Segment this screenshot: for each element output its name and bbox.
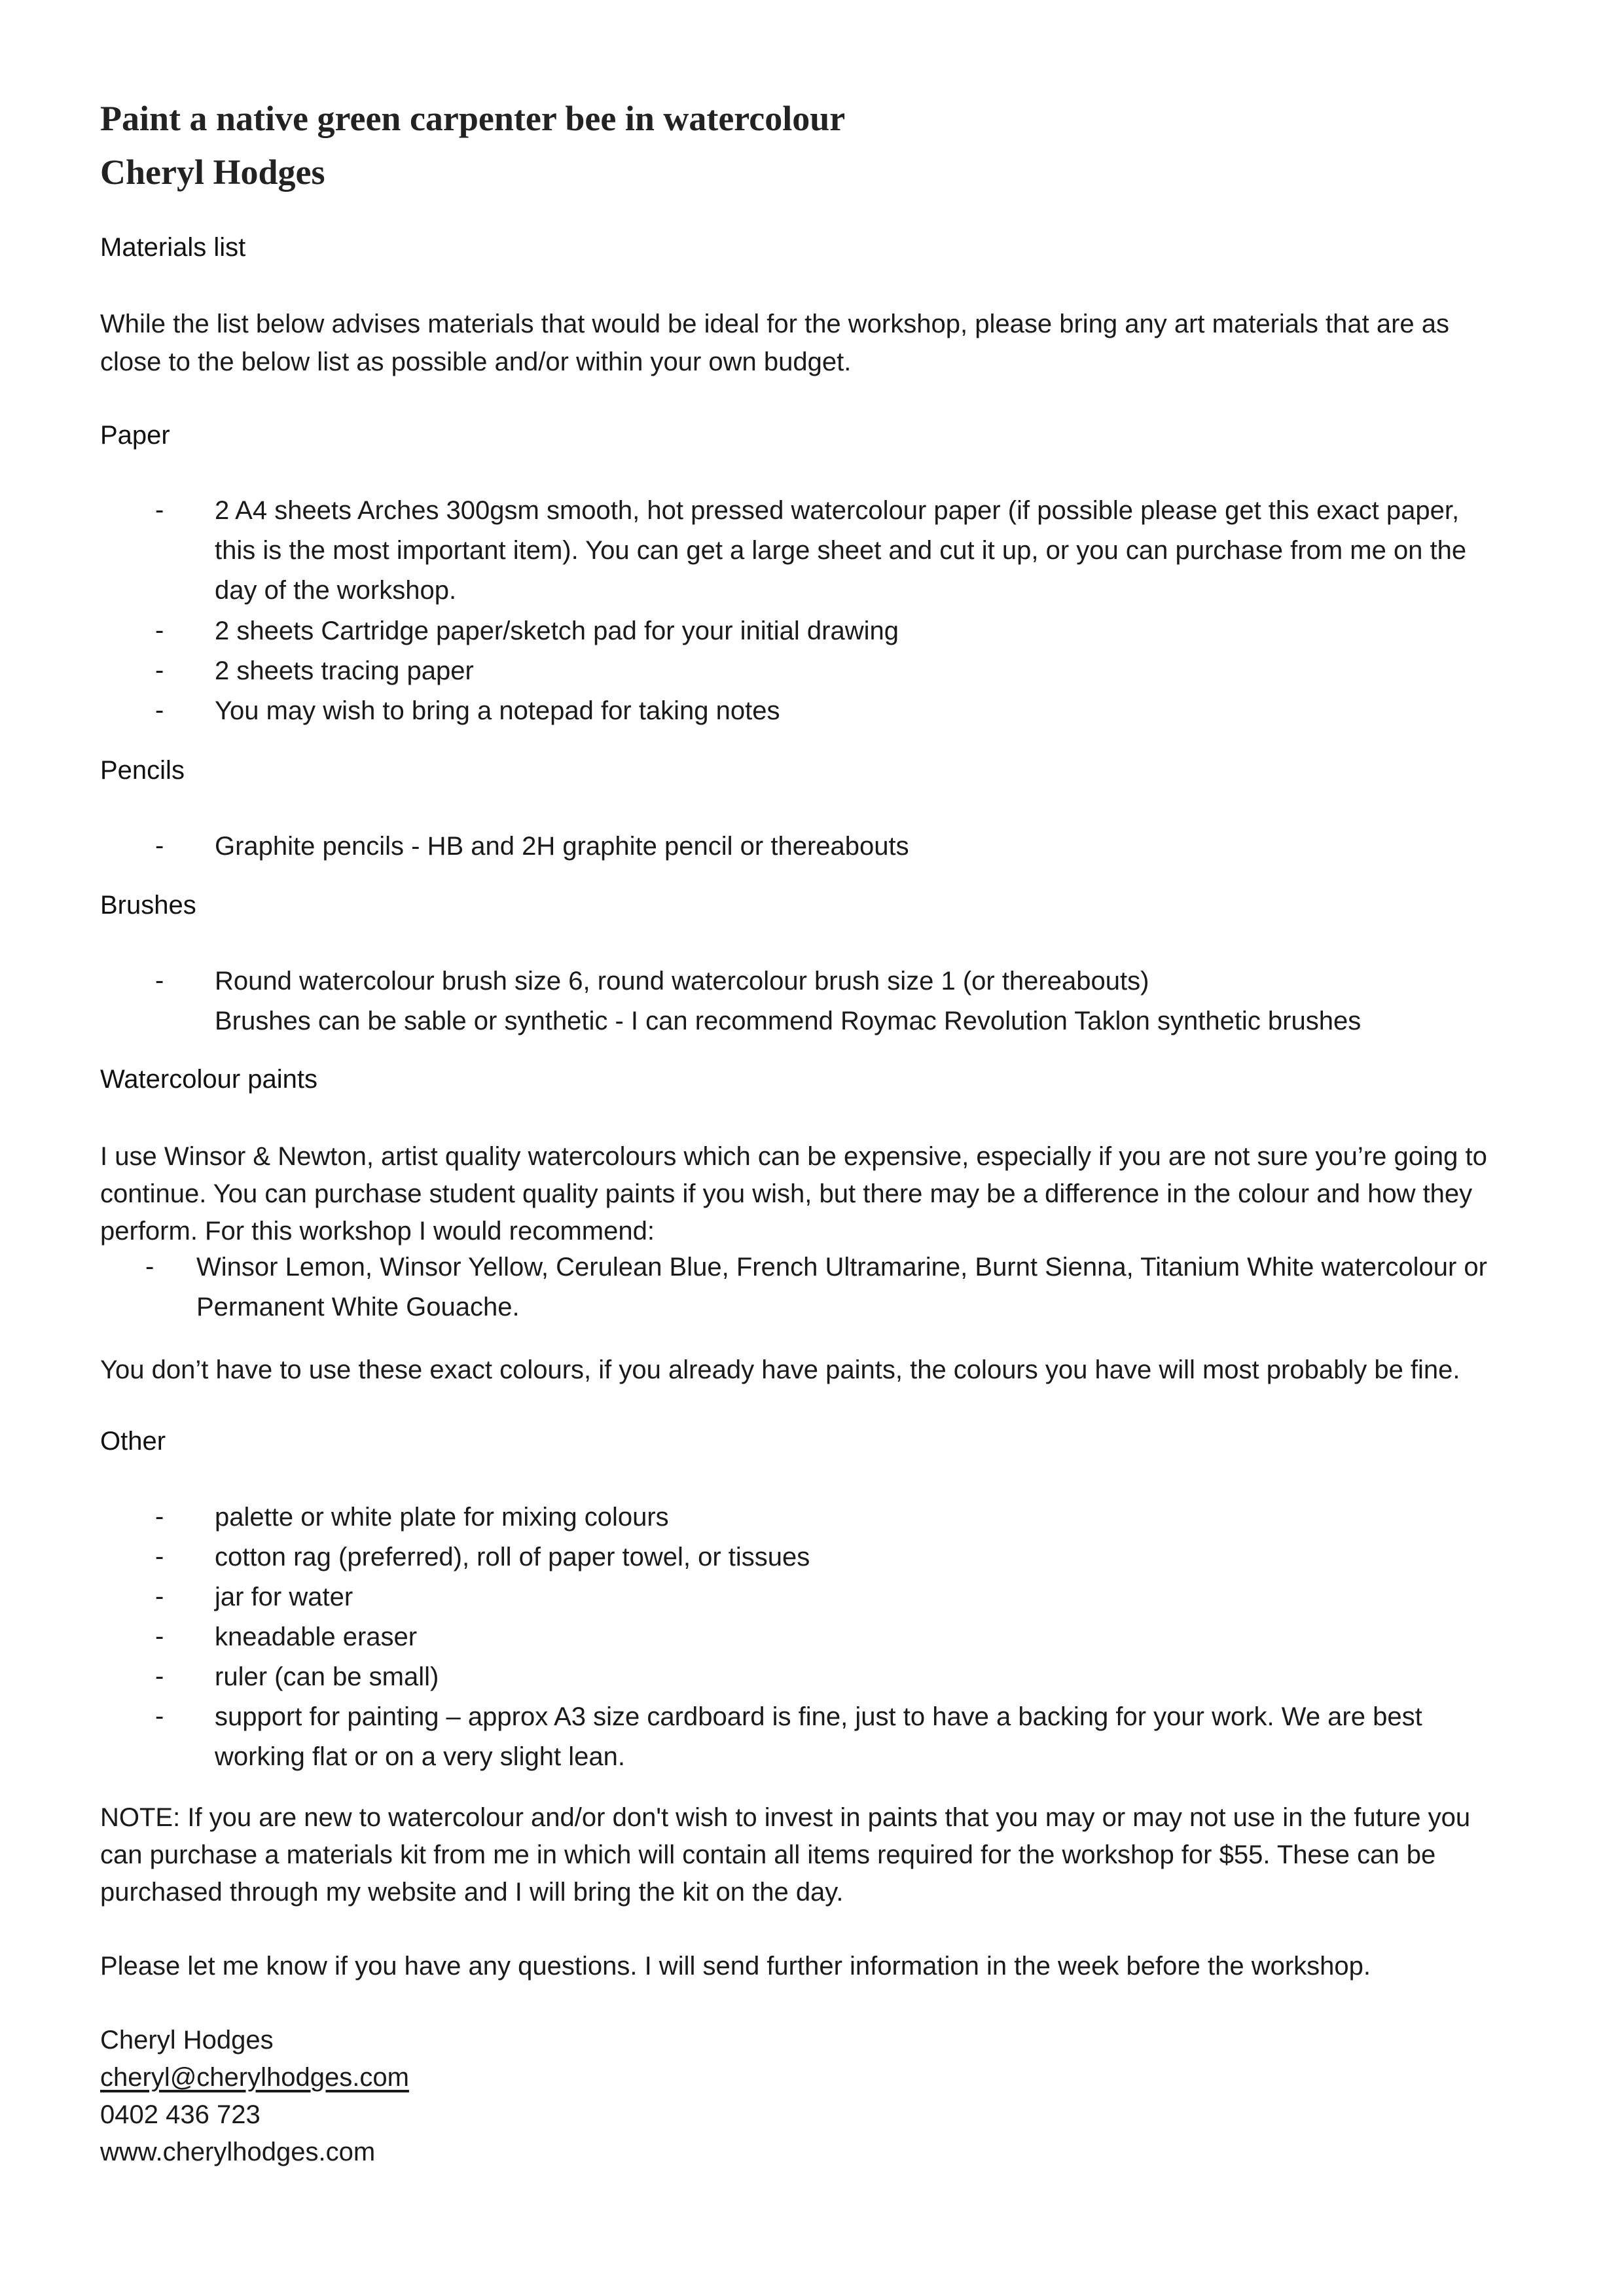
closing-text: Please let me know if you have any questions. I will send further information in the week before the workshop. bbox=[100, 1952, 1371, 1981]
bullet-dash: - bbox=[155, 656, 164, 685]
bullet-dash: - bbox=[155, 1582, 164, 1611]
other-item-1: palette or white plate for mixing colours bbox=[215, 1503, 669, 1532]
note-line-2: can purchase a materials kit from me in which will contain all items required for the workshop for $55. These can be bbox=[100, 1840, 1436, 1869]
document-title: Paint a native green carpenter bee in watercolour bbox=[100, 99, 846, 138]
other-item-2: cotton rag (preferred), roll of paper towel, or tissues bbox=[215, 1543, 810, 1571]
bullet-dash: - bbox=[155, 696, 164, 725]
other-item-4: kneadable eraser bbox=[215, 1623, 418, 1651]
author-name: Cheryl Hodges bbox=[100, 152, 325, 192]
other-item-6-line-2: working flat or on a very slight lean. bbox=[215, 1742, 625, 1771]
paper-item-3: 2 sheets tracing paper bbox=[215, 656, 474, 685]
intro-line-2: close to the below list as possible and/or within your own budget. bbox=[100, 348, 852, 376]
bullet-dash: - bbox=[145, 1252, 154, 1281]
paper-item-4: You may wish to bring a notepad for taking notes bbox=[215, 696, 780, 725]
other-item-6-line-1: support for painting – approx A3 size cardboard is fine, just to have a backing for your work. We are best bbox=[215, 1702, 1422, 1731]
pencils-item-1: Graphite pencils - HB and 2H graphite pencil or thereabouts bbox=[215, 832, 909, 861]
contact-phone: 0402 436 723 bbox=[100, 2100, 261, 2129]
note-line-3: purchased through my website and I will bring the kit on the day. bbox=[100, 1878, 844, 1907]
paper-item-2: 2 sheets Cartridge paper/sketch pad for your initial drawing bbox=[215, 617, 899, 645]
materials-heading: Materials list bbox=[100, 233, 246, 262]
bullet-dash: - bbox=[155, 1502, 164, 1531]
paints-item-1-line-2: Permanent White Gouache. bbox=[196, 1293, 520, 1321]
paints-body-line-1: I use Winsor & Newton, artist quality watercolours which can be expensive, especially if you are not sure you’re going to bbox=[100, 1142, 1487, 1171]
paper-item-1-line-2: this is the most important item). You can get a large sheet and cut it up, or you can purchase from me on the bbox=[215, 536, 1467, 565]
bullet-dash: - bbox=[155, 495, 164, 524]
brushes-item-1-line-2: Brushes can be sable or synthetic - I can recommend Roymac Revolution Taklon synthetic brushes bbox=[215, 1007, 1362, 1035]
brushes-item-1-line-1: Round watercolour brush size 6, round watercolour brush size 1 (or thereabouts) bbox=[215, 967, 1149, 996]
note-line-1: NOTE: If you are new to watercolour and/or don't wish to invest in paints that you may or may not use in the future you bbox=[100, 1803, 1471, 1832]
paper-item-1-line-1: 2 A4 sheets Arches 300gsm smooth, hot pressed watercolour paper (if possible please get this exact paper, bbox=[215, 496, 1460, 525]
paints-body-line-2: continue. You can purchase student quality paints if you wish, but there may be a difference in the colour and how they bbox=[100, 1179, 1473, 1208]
brushes-heading: Brushes bbox=[100, 891, 196, 920]
bullet-dash: - bbox=[155, 966, 164, 995]
contact-email[interactable] bbox=[100, 2058, 409, 2096]
pencils-heading: Pencils bbox=[100, 756, 185, 785]
paints-item-1-line-1: Winsor Lemon, Winsor Yellow, Cerulean Blue, French Ultramarine, Burnt Sienna, Titanium White watercolour or bbox=[196, 1253, 1487, 1282]
paper-item-1-line-3: day of the workshop. bbox=[215, 576, 457, 605]
other-item-3: jar for water bbox=[215, 1583, 353, 1611]
paints-heading: Watercolour paints bbox=[100, 1065, 317, 1094]
contact-website[interactable]: www.cherylhodges.com bbox=[100, 2138, 376, 2166]
paints-body-line-3: perform. For this workshop I would recommend: bbox=[100, 1217, 655, 1246]
intro-line-1: While the list below advises materials that would be ideal for the workshop, please bring any art materials that are as bbox=[100, 310, 1450, 338]
paper-heading: Paper bbox=[100, 421, 170, 450]
other-heading: Other bbox=[100, 1427, 166, 1456]
bullet-dash: - bbox=[155, 1622, 164, 1651]
bullet-dash: - bbox=[155, 831, 164, 860]
bullet-dash: - bbox=[155, 1702, 164, 1731]
bullet-dash: - bbox=[155, 1542, 164, 1571]
email-link[interactable]: cheryl@cherylhodges.com bbox=[100, 2063, 409, 2092]
bullet-dash: - bbox=[155, 1662, 164, 1691]
paints-note: You don’t have to use these exact colours, if you already have paints, the colours you have will most probably be fine. bbox=[100, 1355, 1460, 1384]
other-item-5: ruler (can be small) bbox=[215, 1662, 439, 1691]
bullet-dash: - bbox=[155, 616, 164, 645]
contact-name: Cheryl Hodges bbox=[100, 2026, 274, 2054]
